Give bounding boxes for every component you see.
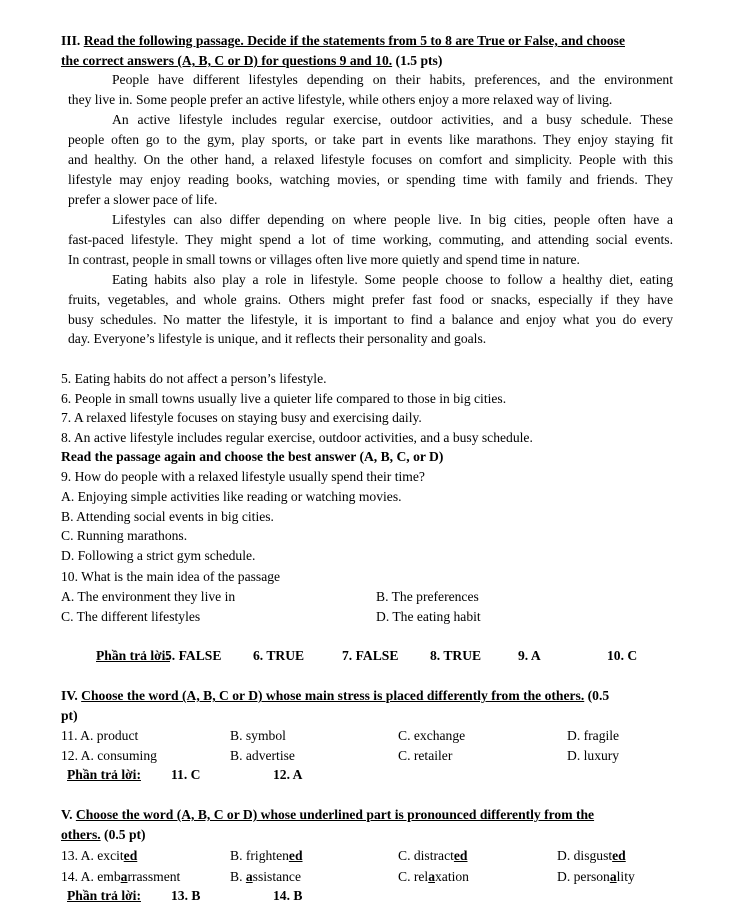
passage-line: and healthy. On the other hand, a relaxed lifestyle focuses on comfort and simplicity. People with this — [68, 152, 673, 167]
underlined-part: a — [245, 869, 253, 884]
passage-line: prefer a slower pace of life. — [68, 192, 218, 207]
answer-8: 8. TRUE — [430, 648, 482, 663]
question-9-option-c: C. Running marathons. — [61, 528, 188, 543]
section-4-points-cont: pt) — [61, 708, 78, 723]
passage-line: they live in. Some people prefer an active lifestyle, while others enjoy a more relaxed way of living. — [68, 92, 613, 107]
underlined-part: ed — [123, 848, 138, 863]
answer-14: 14. B — [273, 888, 303, 903]
q13-option-b: B. frightened — [230, 848, 303, 863]
underlined-part: a — [428, 869, 435, 884]
q14-option-a: 14. A. embarrassment — [61, 869, 181, 884]
q13-option-a: 13. A. excited — [61, 848, 138, 863]
section-3-points: (1.5 pts) — [392, 53, 443, 68]
q12-option-a: 12. A. consuming — [61, 748, 157, 763]
section-5-points: (0.5 pt) — [100, 827, 146, 842]
underlined-part: ed — [453, 848, 468, 863]
passage-line: people often go to the gym, play sports, or take part in events like marathons. They enjoy staying fit — [68, 132, 673, 147]
q11-option-d: D. fragile — [567, 728, 620, 743]
answer-label: Phần trả lời: — [67, 767, 141, 782]
answer-12: 12. A — [273, 767, 303, 782]
q13-option-d: D. disgusted — [557, 848, 626, 863]
q11-option-c: C. exchange — [398, 728, 466, 743]
question-10-option-c: C. The different lifestyles — [61, 609, 201, 624]
statement-6: 6. People in small towns usually live a quieter life compared to those in big cities. — [61, 391, 507, 406]
passage-line: day. Everyone’s lifestyle is unique, and it reflects their personality and goals. — [68, 331, 487, 346]
answer-label: Phần trả lời: — [96, 648, 170, 663]
underlined-part: ed — [612, 848, 626, 863]
underlined-part: a — [609, 869, 617, 884]
q13-option-c: C. distracted — [398, 848, 468, 863]
underlined-part: ed — [288, 848, 303, 863]
question-9: 9. How do people with a relaxed lifestyle usually spend their time? — [61, 469, 425, 484]
section-3-instruction-text2: the correct answers (A, B, C or D) for questions 9 and 10. — [61, 53, 393, 68]
passage-line: lifestyle may enjoy reading books, watching movies, or spending time with family and friends. They — [68, 172, 673, 187]
section-4-instruction — [61, 686, 609, 706]
section-4-instruction-text: Choose the word (A, B, C or D) whose main stress is placed differently from the others. — [81, 688, 585, 703]
q14-option-b: B. assistance — [230, 869, 301, 884]
q14-option-d: D. personality — [557, 869, 635, 884]
mc-heading: Read the passage again and choose the best answer (A, B, C, or D) — [61, 449, 444, 464]
statement-5: 5. Eating habits do not affect a person’s lifestyle. — [61, 371, 327, 386]
passage-line: People have different lifestyles depending on their habits, preferences, and the environment — [112, 72, 673, 87]
question-10-option-d: D. The eating habit — [376, 609, 481, 624]
answer-6: 6. TRUE — [253, 648, 305, 663]
answer-11: 11. C — [171, 767, 201, 782]
section-4-points: (0.5 — [584, 688, 610, 703]
section-5-instruction-line1 — [61, 805, 594, 825]
q11-option-b: B. symbol — [230, 728, 286, 743]
answer-10: 10. C — [607, 648, 638, 663]
question-10: 10. What is the main idea of the passage — [61, 569, 281, 584]
answer-13: 13. B — [171, 888, 201, 903]
statement-8: 8. An active lifestyle includes regular exercise, outdoor activities, and a busy schedule. — [61, 430, 533, 445]
underlined-part: a — [120, 869, 128, 884]
section-5-instruction-text1: Choose the word (A, B, C or D) whose underlined part is pronounced differently from the — [75, 807, 595, 822]
passage-line: Eating habits also play a role in lifestyle. Some people choose to follow a healthy diet, eating — [112, 272, 673, 287]
passage-line: An active lifestyle includes regular exercise, outdoor activities, and a busy schedule. These — [112, 112, 673, 127]
question-9-option-d: D. Following a strict gym schedule. — [61, 548, 256, 563]
section-4-numeral: IV. — [61, 688, 78, 703]
passage-line: busy schedules. No matter the lifestyle, it is important to find a balance and enjoy what you do every — [68, 312, 673, 327]
question-10-option-b: B. The preferences — [376, 589, 479, 604]
passage-line: In contrast, people in small towns or villages often live more quietly and spend time in nature. — [68, 252, 580, 267]
answer-7: 7. FALSE — [342, 648, 399, 663]
section-3-numeral: III. — [61, 33, 81, 48]
section-3-instruction-text1: Read the following passage. Decide if the statements from 5 to 8 are True or False, and choose — [83, 33, 625, 48]
q12-option-c: C. retailer — [398, 748, 453, 763]
passage-line: fast-paced lifestyle. They might spend a lot of time working, commuting, and attending social events. — [68, 232, 673, 247]
q14-option-c: C. relaxation — [398, 869, 469, 884]
statement-7: 7. A relaxed lifestyle focuses on staying busy and exercising daily. — [61, 410, 422, 425]
q12-option-d: D. luxury — [567, 748, 620, 763]
answer-9: 9. A — [518, 648, 541, 663]
question-9-option-b: B. Attending social events in big cities. — [61, 509, 274, 524]
answer-label: Phần trả lời: — [67, 888, 141, 903]
section-3-instruction-line1 — [61, 31, 625, 51]
passage-line: fruits, vegetables, and whole grains. Others might prefer fast food or snacks, especially if they have — [68, 292, 673, 307]
q12-option-b: B. advertise — [230, 748, 295, 763]
passage-line: Lifestyles can also differ depending on where people live. In big cities, people often have a — [112, 212, 673, 227]
section-5-instruction-text2: others. — [61, 827, 101, 842]
answer-5: 5. FALSE — [165, 648, 222, 663]
section-5-instruction-line2 — [61, 825, 146, 845]
section-3-instruction-line2 — [61, 51, 442, 71]
q11-option-a: 11. A. product — [61, 728, 139, 743]
section-5-numeral: V. — [61, 807, 73, 822]
question-9-option-a: A. Enjoying simple activities like reading or watching movies. — [61, 489, 402, 504]
question-10-option-a: A. The environment they live in — [61, 589, 236, 604]
